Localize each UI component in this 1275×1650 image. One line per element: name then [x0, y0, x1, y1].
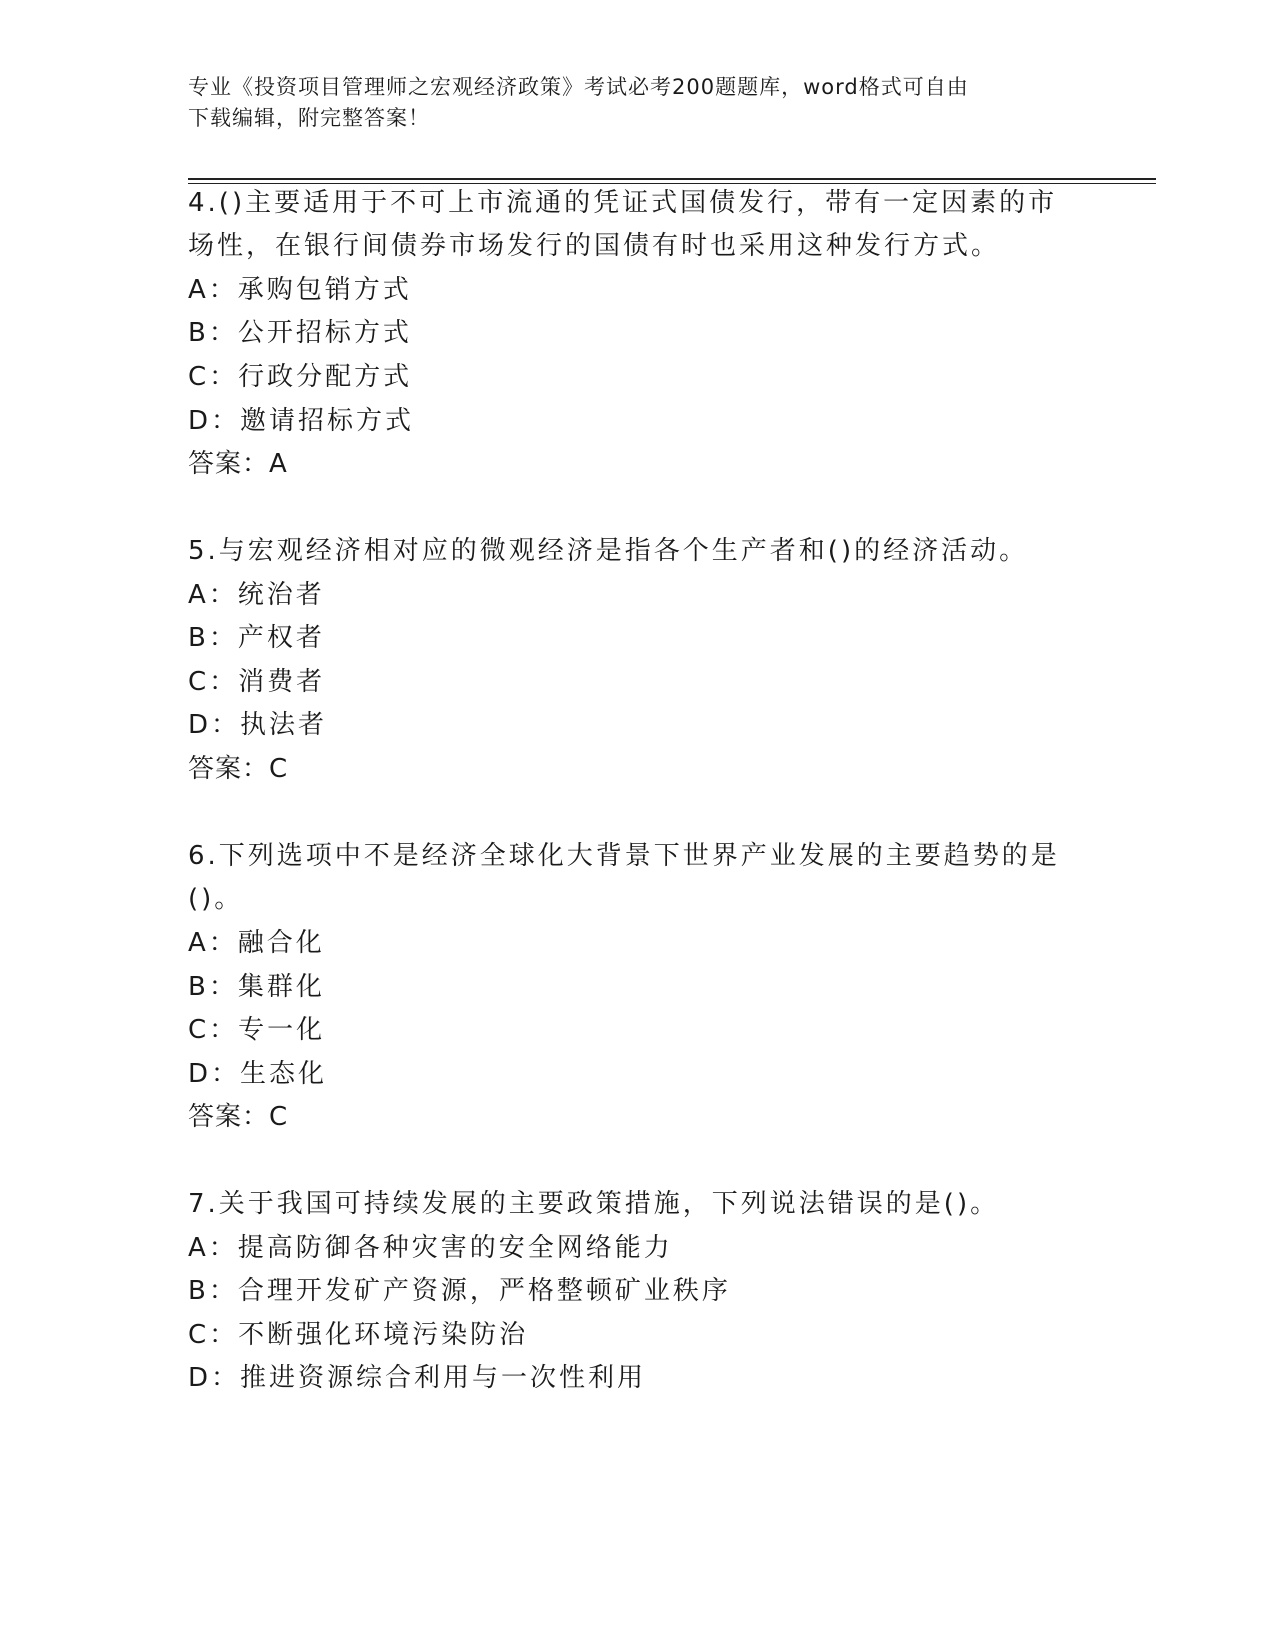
question-5-option-c: C：消费者: [188, 667, 326, 697]
question-6-stem-line-2: ()。: [188, 884, 244, 914]
question-6-option-b: B：集群化: [188, 972, 325, 1002]
header-line-1: 专业《投资项目管理师之宏观经济政策》考试必考200题题库，word格式可自由: [188, 75, 969, 99]
question-5-answer: 答案：C: [188, 754, 289, 784]
question-7-option-c: C：不断强化环境污染防治: [188, 1320, 529, 1350]
question-5-option-b: B：产权者: [188, 623, 325, 653]
question-7-option-a: A：提高防御各种灾害的安全网络能力: [188, 1233, 673, 1263]
question-5-stem-line-1: 5.与宏观经济相对应的微观经济是指各个生产者和()的经济活动。: [188, 536, 1029, 566]
question-7-option-b: B：合理开发矿产资源，严格整顿矿业秩序: [188, 1276, 731, 1306]
header-line-2: 下载编辑，附完整答案！: [188, 106, 430, 130]
question-7-stem-line-1: 7.关于我国可持续发展的主要政策措施，下列说法错误的是()。: [188, 1189, 1000, 1219]
question-4-option-c: C：行政分配方式: [188, 362, 413, 392]
question-4-answer: 答案：A: [188, 449, 288, 479]
question-4-option-b: B：公开招标方式: [188, 318, 412, 348]
question-6-answer: 答案：C: [188, 1102, 289, 1132]
question-6-option-c: C：专一化: [188, 1015, 326, 1045]
question-4-option-a: A：承购包销方式: [188, 275, 412, 305]
document-header: [188, 72, 1088, 134]
question-6-option-d: D：生态化: [188, 1059, 328, 1089]
question-4-option-d: D：邀请招标方式: [188, 406, 415, 436]
question-5-option-d: D：执法者: [188, 710, 328, 740]
header-rule-thin: [188, 183, 1156, 184]
question-4-stem-line-1: 4.()主要适用于不可上市流通的凭证式国债发行，带有一定因素的市: [188, 188, 1058, 218]
header-rule-thick: [188, 178, 1156, 180]
question-7-option-d: D：推进资源综合利用与一次性利用: [188, 1363, 647, 1393]
question-5-option-a: A：统治者: [188, 580, 325, 610]
question-4-stem-line-2: 场性，在银行间债券市场发行的国债有时也采用这种发行方式。: [188, 231, 1001, 261]
question-6-stem-line-1: 6.下列选项中不是经济全球化大背景下世界产业发展的主要趋势的是: [188, 841, 1060, 871]
question-6-option-a: A：融合化: [188, 928, 325, 958]
